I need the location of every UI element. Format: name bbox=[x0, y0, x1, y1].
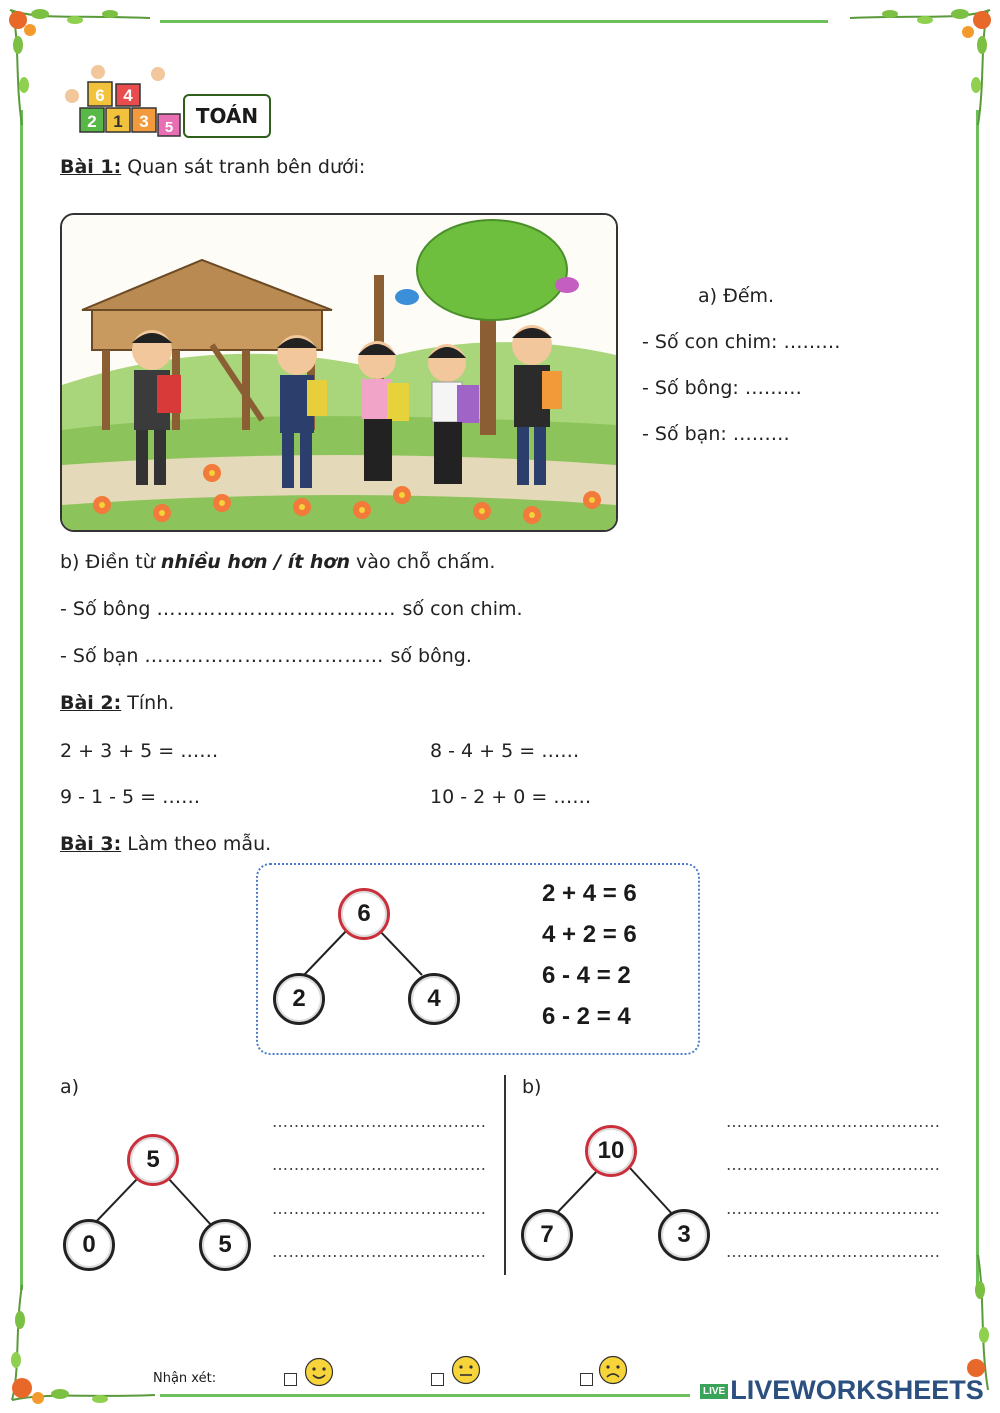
part-b-top-node: 10 bbox=[585, 1125, 637, 1177]
comment-label: Nhận xét: bbox=[153, 1371, 217, 1386]
block-digit: 3 bbox=[139, 112, 149, 131]
corner-vine-bottom-left bbox=[0, 1280, 160, 1413]
block-digit: 2 bbox=[87, 112, 97, 131]
top-border bbox=[160, 20, 828, 23]
bai2-label: Bài 2: bbox=[60, 692, 122, 714]
subject-title: TOÁN bbox=[183, 94, 271, 138]
block-digit: 5 bbox=[164, 119, 174, 136]
exercise-4[interactable]: 10 - 2 + 0 = …… bbox=[430, 786, 592, 808]
number-blocks-logo bbox=[58, 62, 186, 138]
corner-vine-top-right bbox=[840, 0, 1000, 130]
part-a-answer[interactable]: ………………………………… bbox=[272, 1112, 487, 1131]
fill-line-right: số con chim. bbox=[402, 598, 523, 620]
sad-face-icon bbox=[598, 1355, 628, 1385]
sad-checkbox[interactable] bbox=[580, 1373, 593, 1386]
happy-checkbox[interactable] bbox=[284, 1373, 297, 1386]
block-digit: 1 bbox=[113, 112, 123, 131]
exercise-1[interactable]: 2 + 3 + 5 = …… bbox=[60, 740, 219, 762]
part-a-left-node: 0 bbox=[63, 1219, 115, 1271]
example-right-node: 4 bbox=[408, 973, 460, 1025]
part-a-answer[interactable]: ………………………………… bbox=[272, 1199, 487, 1218]
logo-text: LIVEWORKSHEETS bbox=[730, 1375, 984, 1405]
bai3-heading bbox=[60, 833, 271, 855]
neutral-checkbox[interactable] bbox=[431, 1373, 444, 1386]
part-a-answer[interactable]: ………………………………… bbox=[272, 1155, 487, 1174]
example-equation: 6 - 4 = 2 bbox=[542, 962, 631, 989]
count-flowers[interactable]: - Số bông: ……… bbox=[642, 377, 802, 399]
fill-line-1 bbox=[60, 598, 523, 620]
example-equation: 4 + 2 = 6 bbox=[542, 921, 637, 948]
block-digit: 6 bbox=[95, 86, 105, 105]
bai3-prompt: Làm theo mẫu. bbox=[127, 833, 272, 855]
fill-line-left: - Số bông bbox=[60, 598, 151, 620]
bai2-heading bbox=[60, 692, 174, 714]
part-b-right-node: 3 bbox=[658, 1209, 710, 1261]
fill-answer-blank[interactable]: ……………………………… bbox=[144, 645, 385, 667]
fill-answer-blank[interactable]: ……………………………… bbox=[156, 598, 397, 620]
part-a-label: a) bbox=[60, 1076, 80, 1098]
bai1-prompt: Quan sát tranh bên dưới: bbox=[127, 156, 366, 178]
fill-line-left: - Số bạn bbox=[60, 645, 139, 667]
part-b-answer[interactable]: ………………………………… bbox=[726, 1199, 941, 1218]
count-title: a) Đếm. bbox=[698, 285, 775, 307]
fill-prefix: b) Điền từ bbox=[60, 551, 161, 573]
bai2-prompt: Tính. bbox=[127, 692, 175, 714]
example-equation: 6 - 2 = 4 bbox=[542, 1003, 631, 1030]
part-b-label: b) bbox=[522, 1076, 542, 1098]
part-b-answer[interactable]: ………………………………… bbox=[726, 1155, 941, 1174]
fill-line-2 bbox=[60, 645, 472, 667]
bai3-label: Bài 3: bbox=[60, 833, 122, 855]
part-a-answer[interactable]: ………………………………… bbox=[272, 1242, 487, 1261]
exercise-2[interactable]: 8 - 4 + 5 = …… bbox=[430, 740, 580, 762]
count-birds[interactable]: - Số con chim: ……… bbox=[642, 331, 841, 353]
logo-badge: LIVE bbox=[700, 1384, 728, 1399]
bai1-heading bbox=[60, 156, 365, 178]
block-digit: 4 bbox=[123, 86, 133, 105]
example-equation: 2 + 4 = 6 bbox=[542, 880, 637, 907]
scene-illustration bbox=[60, 213, 618, 532]
part-a-top-node: 5 bbox=[127, 1134, 179, 1186]
children-walking-scene bbox=[62, 215, 616, 530]
part-a-right-node: 5 bbox=[199, 1219, 251, 1271]
count-friends[interactable]: - Số bạn: ……… bbox=[642, 423, 790, 445]
left-border bbox=[20, 110, 23, 1290]
fill-line-right: số bông. bbox=[390, 645, 472, 667]
bai1-label: Bài 1: bbox=[60, 156, 122, 178]
example-left-node: 2 bbox=[273, 973, 325, 1025]
column-divider bbox=[504, 1075, 506, 1275]
part-b-answer[interactable]: ………………………………… bbox=[726, 1112, 941, 1131]
fill-instruction bbox=[60, 551, 495, 573]
example-top-node: 6 bbox=[338, 888, 390, 940]
part-b-left-node: 7 bbox=[521, 1209, 573, 1261]
exercise-3[interactable]: 9 - 1 - 5 = …… bbox=[60, 786, 201, 808]
part-b-answer[interactable]: ………………………………… bbox=[726, 1242, 941, 1261]
fill-suffix: vào chỗ chấm. bbox=[350, 551, 496, 573]
liveworksheets-logo bbox=[700, 1375, 984, 1406]
right-border bbox=[976, 110, 979, 1290]
neutral-face-icon bbox=[451, 1355, 481, 1385]
fill-words: nhiều hơn / ít hơn bbox=[160, 551, 351, 573]
bottom-border bbox=[160, 1394, 690, 1397]
happy-face-icon bbox=[304, 1357, 334, 1387]
